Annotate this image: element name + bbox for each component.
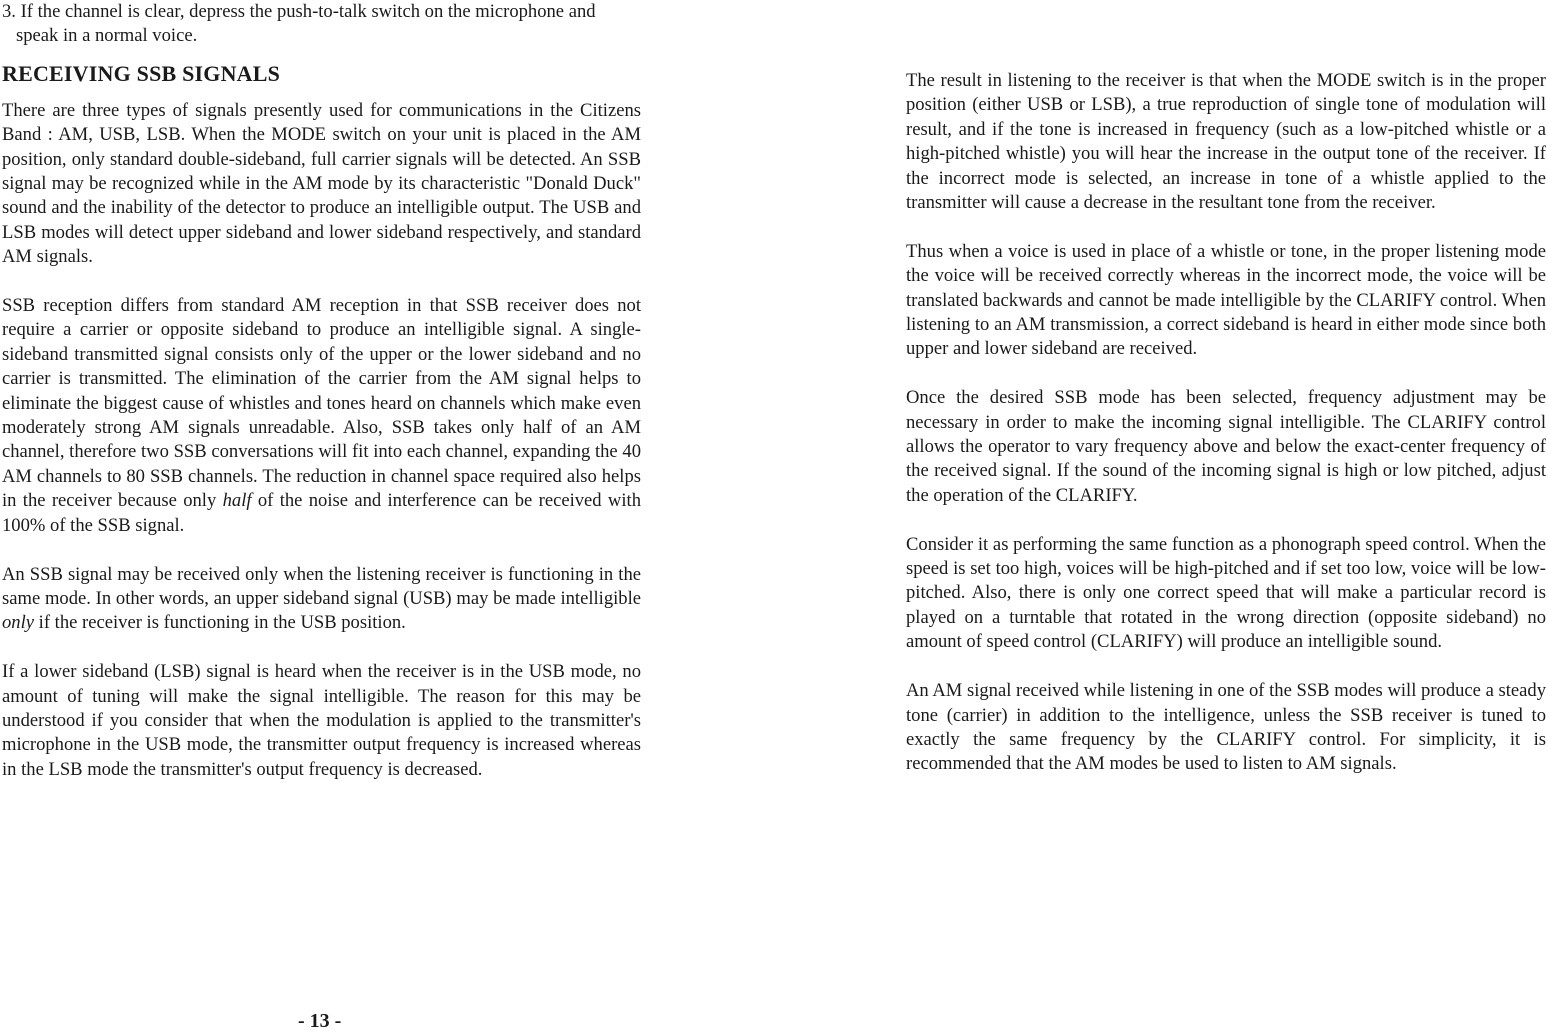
paragraph-clarify: Once the desired SSB mode has been selected, frequency adjustment may be necessary in order to make the incoming signal intelligible. The CLARIFY control allows the operator to vary frequency above and below the exact-center frequency of the received signal. If the sound of the incoming signal is high or low pitched, adjust the operation of the CLARIFY.	[906, 387, 1546, 506]
paragraph-text: SSB reception differs from standard AM reception in that SSB receiver does not require a carrier or opposite sideband to produce an intelligible signal. A single-sideband transmitted signal consists only of the upper or the lower sideband and no carrier is transmitted. The elimination of the carrier from the AM signal helps to eliminate the biggest cause of whistles and tones heard on channels which make even moderately strong AM signals unreadable. Also, SSB takes only half of an AM channel, therefore two SSB conversations will fit into each channel, expanding the 40 AM channels to 80 SSB channels. The reduction in channel space required also helps in the receiver because only	[2, 295, 641, 512]
paragraph-text: An SSB signal may be received only when the listening receiver is functioning in the same mode. In other words, an upper sideband signal (USB) may be made intelligible	[2, 563, 641, 609]
page-number: - 13 -	[298, 1010, 342, 1032]
paragraph-am-signal: An AM signal received while listening in one of the SSB modes will produce a steady tone (carrier) in addition to the intelligence, unless the SSB receiver is tuned to exactly the same frequency by the CLARIFY control. For simplicity, it is recommended that the AM modes be used to listen to AM signals.	[906, 680, 1546, 775]
paragraph-phonograph: Consider it as performing the same function as a phonograph speed control. When the speed is set too high, voices will be high-pitched and if set too low, voice will be low-pitched. Also, there is only one correct speed that will make a particular record is played on a turntable that rotated in the wrong direction (opposite sideband) no amount of speed control (CLARIFY) will produce an intelligible sound.	[906, 533, 1546, 653]
emphasis-half: half	[222, 490, 252, 512]
paragraph-listening-result: The result in listening to the receiver is that when the MODE switch is in the proper position (either USB or LSB), a true reproduction of single tone of modulation will result, and if the tone is increased in frequency (such as a low-pitched whistle or a high-pitched whistle) you will hear the increase in the output tone of the receiver. If the incorrect mode is selected, an increase in tone of a whistle applied to the transmitter will cause a decrease in the resultant tone from the receiver.	[906, 70, 1546, 214]
section-heading: RECEIVING SSB SIGNALS	[2, 60, 281, 86]
paragraph-signal-types: There are three types of signals presently used for communications in the Citizens Band : AM, USB, LSB. When the MODE switch on your unit is placed in the AM position, only standard double-sideband, full carrier signals will be detected. An SSB signal may be recognized while in the AM mode by its characteristic "Donald Duck" sound and the inability of the detector to produce an intelligible output. The USB and LSB modes will detect upper sideband and lower sideband respectively, and standard AM signals.	[2, 99, 641, 268]
paragraph-ssb-reception	[2, 294, 641, 538]
paragraph-voice: Thus when a voice is used in place of a whistle or tone, in the proper listening mode the voice will be received correctly whereas in the incorrect mode, the voice will be translated backwards and cannot be made intelligible by the CLARIFY control. When listening to an AM transmission, a correct sideband is heard in either mode since both upper and lower sideband are received.	[906, 240, 1546, 360]
list-item-3: 3. If the channel is clear, depress the push-to-talk switch on the microphone and speak in a normal voice.	[2, 1, 596, 47]
paragraph-text: if the receiver is functioning in the USB position.	[34, 612, 406, 634]
right-column	[906, 0, 1546, 777]
paragraph-lsb-in-usb: If a lower sideband (LSB) signal is heard when the receiver is in the USB mode, no amount of tuning will make the signal intelligible. The reason for this may be understood if you consider that when the modulation is applied to the transmitter's microphone in the USB mode, the transmitter output frequency is increased whereas in the LSB mode the transmitter's output frequency is decreased.	[2, 661, 641, 780]
paragraph-text: of the noise and interference can be received with 100% of the SSB signal.	[2, 490, 641, 536]
paragraph-same-mode	[2, 563, 641, 636]
emphasis-only: only	[2, 612, 35, 634]
left-column	[2, 0, 641, 782]
